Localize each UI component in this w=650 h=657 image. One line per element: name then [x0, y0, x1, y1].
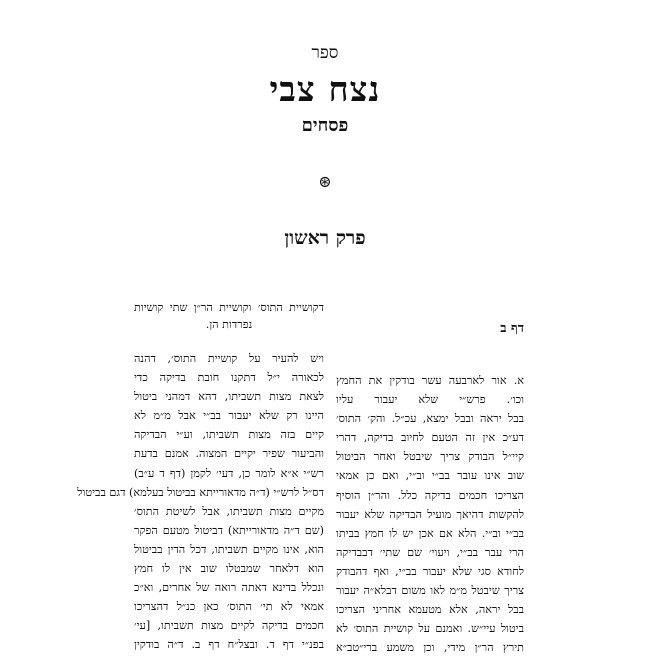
text-line: מקיים מצות תשביתו, אבל לשיטת התוס׳: [134, 504, 324, 518]
text-line: צריך שיבטל מ״מ לאו משום דבלא״ה יעבור: [336, 584, 524, 598]
daf-label: דף ב: [500, 321, 524, 336]
text-line: (שם ד״ה מדאורייתא) דביטול מטעם הפקר: [134, 523, 324, 537]
text-line: היינו רק שלא יעבור בב״י אבל מ״מ לא: [134, 409, 324, 423]
text-line: א. אור לארבעה עשר בודקין את החמץ: [336, 374, 524, 387]
text-line: דס״ל לרש״י (ד״ה מדאורייתא בביטול בעלמא) דגם בביטול: [77, 485, 324, 499]
text-line: לכאורה י״ל דתקנו חובת בדיקה כדי: [134, 371, 324, 385]
text-line: הרי עבר בב״י, ויעוי׳ שם שתי׳ דבבדיקה: [336, 545, 524, 559]
text-line: הצריכו חכמים בדיקה כלל. והר״ן הוסיף: [336, 488, 524, 502]
text-line: בבל יראה, אלא מטעמא אחריני הצריכו: [336, 603, 524, 617]
tractate-subtitle: פסחים: [301, 115, 349, 136]
chapter-heading: פרק ראשון: [284, 227, 366, 249]
text-line: רש״י א״א לומר כן, דעי׳ לקמן (דף ד ע״ב): [134, 466, 324, 480]
text-line: בב״י וב״י. הלא אם אכן יש לו חמץ בביתו: [336, 526, 524, 540]
text-line: והביעור שפיר יקיים המצוה. אמנם בדעת: [134, 447, 324, 461]
text-line: הוא, אינו מקיים תשביתו, דכל הדין בביטול: [134, 542, 324, 556]
right-text-column: [336, 371, 524, 657]
intro-line: דקושיית התוס׳ וקושיית הר״ן שתי קושיות: [134, 301, 324, 314]
text-line: קיים בזה מצות תשביתו, וע״י הבדיקה: [134, 428, 324, 442]
intro-line: נפרדות הן.: [205, 318, 253, 331]
left-intro-text: [134, 299, 324, 333]
text-line: אמאי לא תי׳ התוס׳ כאן כנ״ל דהצריכו: [134, 600, 324, 614]
ornament-icon: ⊛: [318, 172, 332, 191]
text-line: לצאת מצות תשביתו, דהא דמהני ביטול: [134, 390, 324, 404]
text-line: בפנ״י דף ד. ובצל״ח דף ב. ד״ה בודקין: [134, 638, 324, 652]
text-line: להקשות דהיאך מועיל הבדיקה שלא יעבור: [336, 507, 524, 521]
left-text-column: [77, 349, 324, 655]
text-line: שוב אינו עובר בב״י וב״י, ואם כן אמאי: [336, 469, 524, 483]
text-line: קיי״ל הבודק צריך שיבטל ואחר הביטול: [336, 450, 524, 464]
text-line: ויש להעיר על קושיית התוס׳, דהנה: [134, 352, 324, 365]
text-line: תירץ הר״ן מידי, וכן משמע ברי״טב״א: [336, 641, 524, 655]
text-line: ביטול עיי״ש. ואמנם על קושיית התוס׳ לא: [336, 622, 524, 636]
text-line: לחודא סגי שלא יעבור בב״י, ואף דהבודק: [336, 564, 524, 578]
text-line: דע״כ אין זה הטעם לחיוב בדיקה, דהרי: [336, 431, 524, 445]
sefer-label: ספר: [311, 43, 339, 63]
book-title: נצח צבי: [269, 70, 381, 110]
text-line: בבל יראה ובבל ימצא, עכ״ל. והק׳ התוס׳: [336, 412, 524, 426]
text-line: ונכלל בדינא דאתה רואה של אחרים, וא״כ: [134, 581, 324, 595]
text-line: וכו׳. פרש״י שלא יעבור עליו: [336, 393, 524, 407]
text-line: חכמים בדיקה לקיים מצות תשביתו, [עי׳: [134, 619, 324, 633]
text-line: הוא דלאחר שמבטלו שוב אין לו חמץ: [134, 562, 324, 576]
